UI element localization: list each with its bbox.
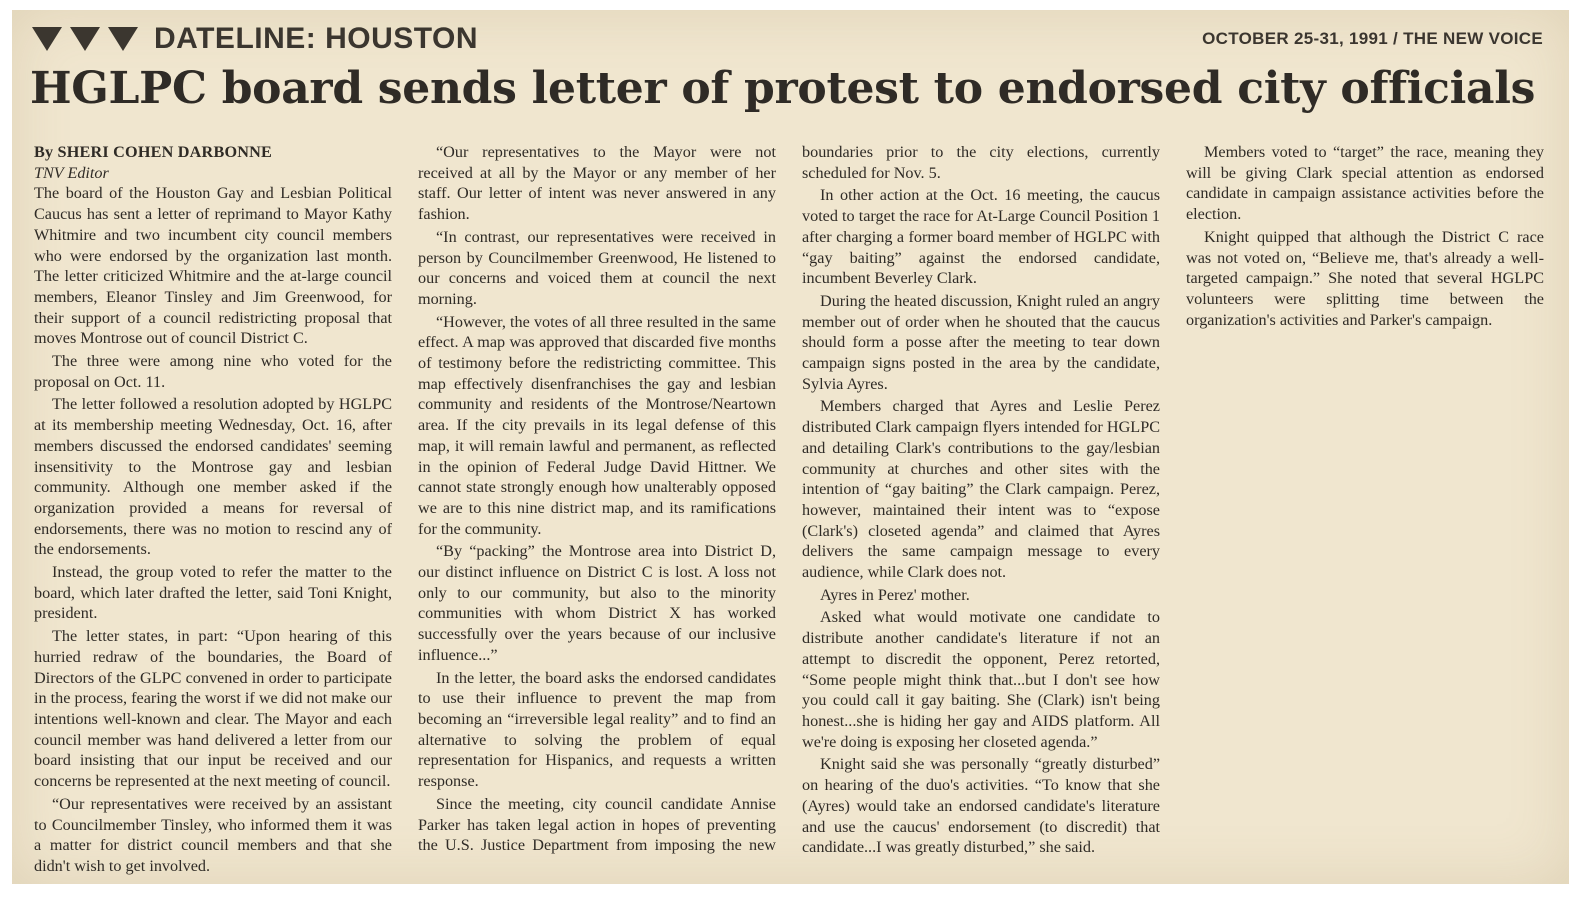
article-paragraph: In the letter, the board asks the endorsed candidates to use their influence to prevent the map from becoming an “irreversible legal reality” and to find an alternative to solving the problem of equal representation for Hispanics, and requests a written response. [418,668,776,791]
byline: By SHERI COHEN DARBONNE [34,143,273,161]
issue-date-line: OCTOBER 25-31, 1991 / THE NEW VOICE [1202,29,1543,48]
triangle-marker-icon [108,27,138,51]
article-paragraph: Since the meeting, city council candidate Annise Parker has taken legal action in hopes of preventing the U.S. Justice Department from imposing the new boundaries prior to the city elections, currently scheduled for Nov. 5. [418,143,1160,855]
newspaper-clipping [12,10,1569,884]
article-paragraph: Instead, the group voted to refer the matter to the board, which later drafted the letter, said Toni Knight, president. [34,563,392,623]
dateline-header [32,22,478,56]
article-paragraph: Members voted to “target” the race, meaning they will be giving Clark special attention as endorsed candidate in campaign assistance activities before the election. [1186,143,1544,224]
article-paragraph: Knight said she was personally “greatly disturbed” on hearing of the duo's activities. “To know that she (Ayres) would take an endorsed candidate's literature and use the caucus' endorsement (to discredit) that candidate...I was greatly disturbed,” she said. [802,755,1160,857]
article-paragraph: Members charged that Ayres and Leslie Perez distributed Clark campaign flyers intended for HGLPC and detailing Clark's contributions to the gay/lesbian community at churches and other sites with the intention of “gay baiting” the Clark campaign. Perez, however, maintained their intent was to “expose (Clark's) closeted agenda” and claimed that Ayres delivers the same campaign message to every audience, while Clark does not. [802,397,1160,582]
article-paragraph: The three were among nine who voted for the proposal on Oct. 11. [34,352,392,391]
article-paragraph: “Our representatives were received by an assistant to Councilmember Tinsley, who informed them it was a matter for district council members and that she didn't wish to get involved. [34,794,392,875]
article-paragraph: The board of the Houston Gay and Lesbian Political Caucus has sent a letter of reprimand to Mayor Kathy Whitmire and two incumbent city council members who were endorsed by the organization last month. The letter criticized Whitmire and the at-large council members, Eleanor Tinsley and Jim Greenwood, for their support of a council redistricting proposal that moves Montrose out of council District C. [34,184,392,348]
article-paragraph: During the heated discussion, Knight ruled an angry member out of order when he shouted that the caucus should form a posse after the meeting to tear down campaign signs posted in the area by the candidate, Sylvia Ayres. [802,291,1160,393]
article-paragraph: “However, the votes of all three resulted in the same effect. A map was approved that discarded five months of testimony before the redistricting committee. This map effectively disenfranchises the gay and lesbian community and residents of the Montrose/Neartown area. If the city prevails in its legal defense of this map, it will remain lawful and permanent, as reflected in the opinion of Federal Judge David Hittner. We cannot state strongly enough how unalterably opposed we are to this nine district map, and its ramifications for the community. [418,312,776,538]
article-paragraph: “By “packing” the Montrose area into District D, our distinct influence on District C is lost. A loss not only to our community, but also to the minority communities with whom District X has worked successfully over the years because of our inclusive influence...” [418,542,776,664]
dateline-label: DATELINE: HOUSTON [154,22,479,55]
article-paragraph: Asked what would motivate one candidate to distribute another candidate's literature if not an attempt to discredit the opponent, Perez retorted, “Some people might think that...but I don't see how you could call it gay baiting. She (Clark) isn't being honest...she is hiding her gay and AIDS platform. All we're doing is exposing her closeted agenda.” [802,608,1160,751]
article-paragraph: The letter followed a resolution adopted by HGLPC at its membership meeting Wednesday, Oct. 16, after members discussed the endorsed candidates' seeming insensitivity to the Montrose gay and lesbian community. Although one member asked if the organization provided a means for reversal of endorsements, there was no motion to rescind any of the endorsements. [34,395,392,559]
article-paragraph: Ayres in Perez' mother. [820,585,970,604]
article-paragraph: “Our representatives to the Mayor were not received at all by the Mayor or any member of her staff. Our letter of intent was never answered in any fashion. [418,143,776,224]
article-paragraph: “In contrast, our representatives were received in person by Councilmember Greenwood, He listened to our concerns and voiced them at council the next morning. [418,227,776,308]
article-paragraph: The letter states, in part: “Upon hearing of this hurried redraw of the boundaries, the Board of Directors of the GLPC convened in order to participate in the process, fearing the worst if we did not make our intentions well-known and clear. The Mayor and each council member was hand delivered a letter from our board insisting that our input be received and our concerns be represented at the next meeting of council. [34,627,392,791]
article-headline: HGLPC board sends letter of protest to endorsed city officials [30,63,1536,114]
article-body [34,142,1544,877]
triangle-marker-icon [32,27,62,51]
byline-role: TNV Editor [34,163,109,182]
article-paragraph: Knight quipped that although the District C race was not voted on, “Believe me, that's already a well-targeted campaign.” She noted that several HGLPC volunteers were splitting time between the organization's activities and Parker's campaign. [1186,227,1544,329]
triangle-marker-icon [70,27,100,51]
article-paragraph: In other action at the Oct. 16 meeting, the caucus voted to target the race for At-Large Council Position 1 after charging a former board member of HGLPC with “gay baiting” against the endorsed candidate, incumbent Beverley Clark. [802,186,1160,288]
